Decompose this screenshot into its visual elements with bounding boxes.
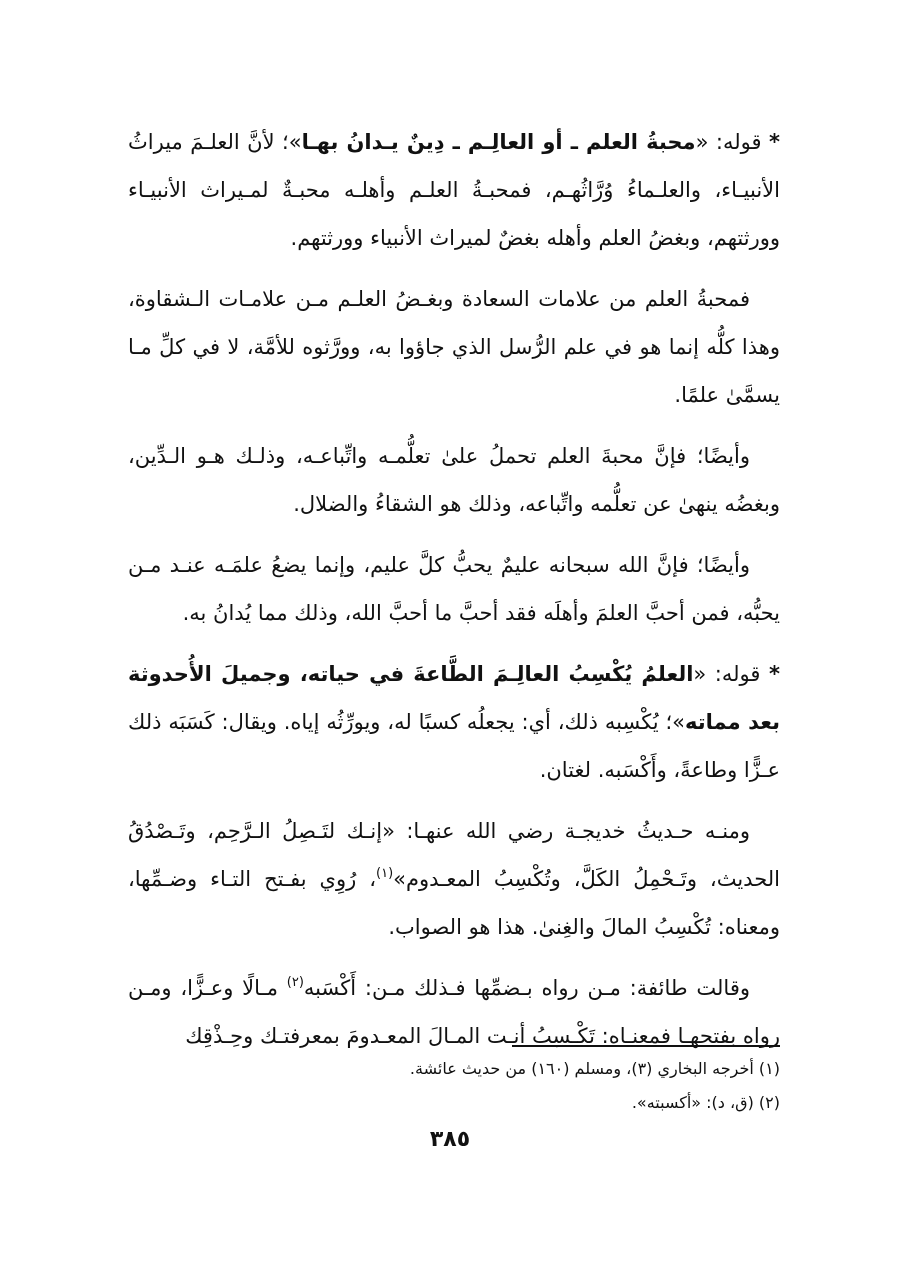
footnote-number: (٢) (758, 1093, 780, 1112)
item-marker: * (769, 130, 780, 154)
footnotes (128, 1052, 780, 1120)
paragraph-lead: قوله: « (695, 130, 762, 154)
footnote-separator (512, 1045, 780, 1047)
paragraph-1 (128, 118, 780, 262)
quoted-phrase: العلمُ يُكْسِبُ العالِـمَ الطَّاعةَ في حياته، وجميلَ الأُحدوثة بعد مماته (128, 662, 780, 734)
paragraph-text-before-note: وقالت طائفة: مـن رواه بـضمِّها فـذلك مـن: أَكْسَبه (303, 976, 751, 1000)
footnote-text: أخرجه البخاري (٣)، ومسلم (١٦٠) من حديث عائشة. (409, 1059, 754, 1078)
footnote-1 (128, 1052, 780, 1086)
item-marker: * (769, 662, 780, 686)
paragraph-3: وأيضًا؛ فإنَّ محبةَ العلم تحملُ علىٰ تعلُّمـه واتِّباعـه، وذلـك هـو الـدِّين، وبغضُه ينهىٰ عن تعلُّمه واتِّباعه، وذلك هو الشقاءُ والضلال. (128, 444, 780, 516)
paragraph-lead: قوله: « (693, 662, 761, 686)
quoted-phrase: محبةُ العلم ـ أو العالِـم ـ دِينٌ يـدانُ بهـا (301, 130, 696, 154)
main-text (128, 118, 780, 1073)
paragraph-text-after-note: ، رُوِي بفـتح التـاء وضـمِّها، ومعناه: تُكْسِبُ المالَ والغِنىٰ. هذا هو الصواب. (128, 867, 780, 939)
paragraph-text-before-note: ومنـه حـديثُ خديجـة رضي الله عنهـا: «إنـك لتَـصِلُ الـرَّحِم، وتَـصْدُقُ الحديث، وتَـحْمِلُ الكَلَّ، وتُكْسِبُ المعـدوم» (128, 819, 780, 891)
footnote-reference[interactable]: (٢) (286, 975, 304, 990)
paragraph-4: وأيضًا؛ فإنَّ الله سبحانه عليمٌ يحبُّ كلَّ عليم، وإنما يضعُ علمَـه عنـد مـن يحبُّه، فمن أحبَّ العلمَ وأهلَه فقد أحبَّ ما أحبَّ الله، وذلك مما يُدانُ به. (128, 553, 780, 625)
footnote-text: (ق، د): «أكسبته». (631, 1093, 754, 1112)
footnote-number: (١) (758, 1059, 780, 1078)
paragraph-text-after-note: مـالًا وعـزًّا، ومـن رواه بفتحهـا فمعنـاه: تَكْـسِبُ أنـت المـالَ المعـدومَ بمعرفتـك وحِـذْقِك (128, 976, 780, 1048)
paragraph-rest: »؛ لأنَّ العلـمَ ميراثُ الأنبيـاء، والعلـماءُ وُرَّاثُهـم، فمحبـةُ العلـم وأهلـه محبـةٌ لمـيراث الأنبيـاء وورثتهم، وبغضُ العلم وأهله بغضٌ لميراث الأنبياء وورثتهم. (128, 130, 780, 250)
footnote-reference[interactable]: (١) (376, 866, 394, 881)
paragraph-6 (128, 807, 780, 951)
footnote-2 (128, 1086, 780, 1120)
paragraph-5 (128, 650, 780, 794)
paragraph-rest: »؛ يُكْسِبه ذلك، أي: يجعلُه كسبًا له، ويورِّثُه إياه. ويقال: كَسَبَه ذلك عـزًّا وطاعةً، وأَكْسَبه. لغتان. (128, 710, 780, 782)
page-number: ٣٨٥ (429, 1127, 471, 1152)
paragraph-2: فمحبةُ العلم من علامات السعادة وبغـضُ العلـم مـن علامـات الـشقاوة، وهذا كلُّه إنما هو في علم الرُّسل الذي جاؤوا به، وورَّثوه للأمَّة، لا في كلِّ مـا يسمَّىٰ علمًا. (128, 287, 780, 407)
